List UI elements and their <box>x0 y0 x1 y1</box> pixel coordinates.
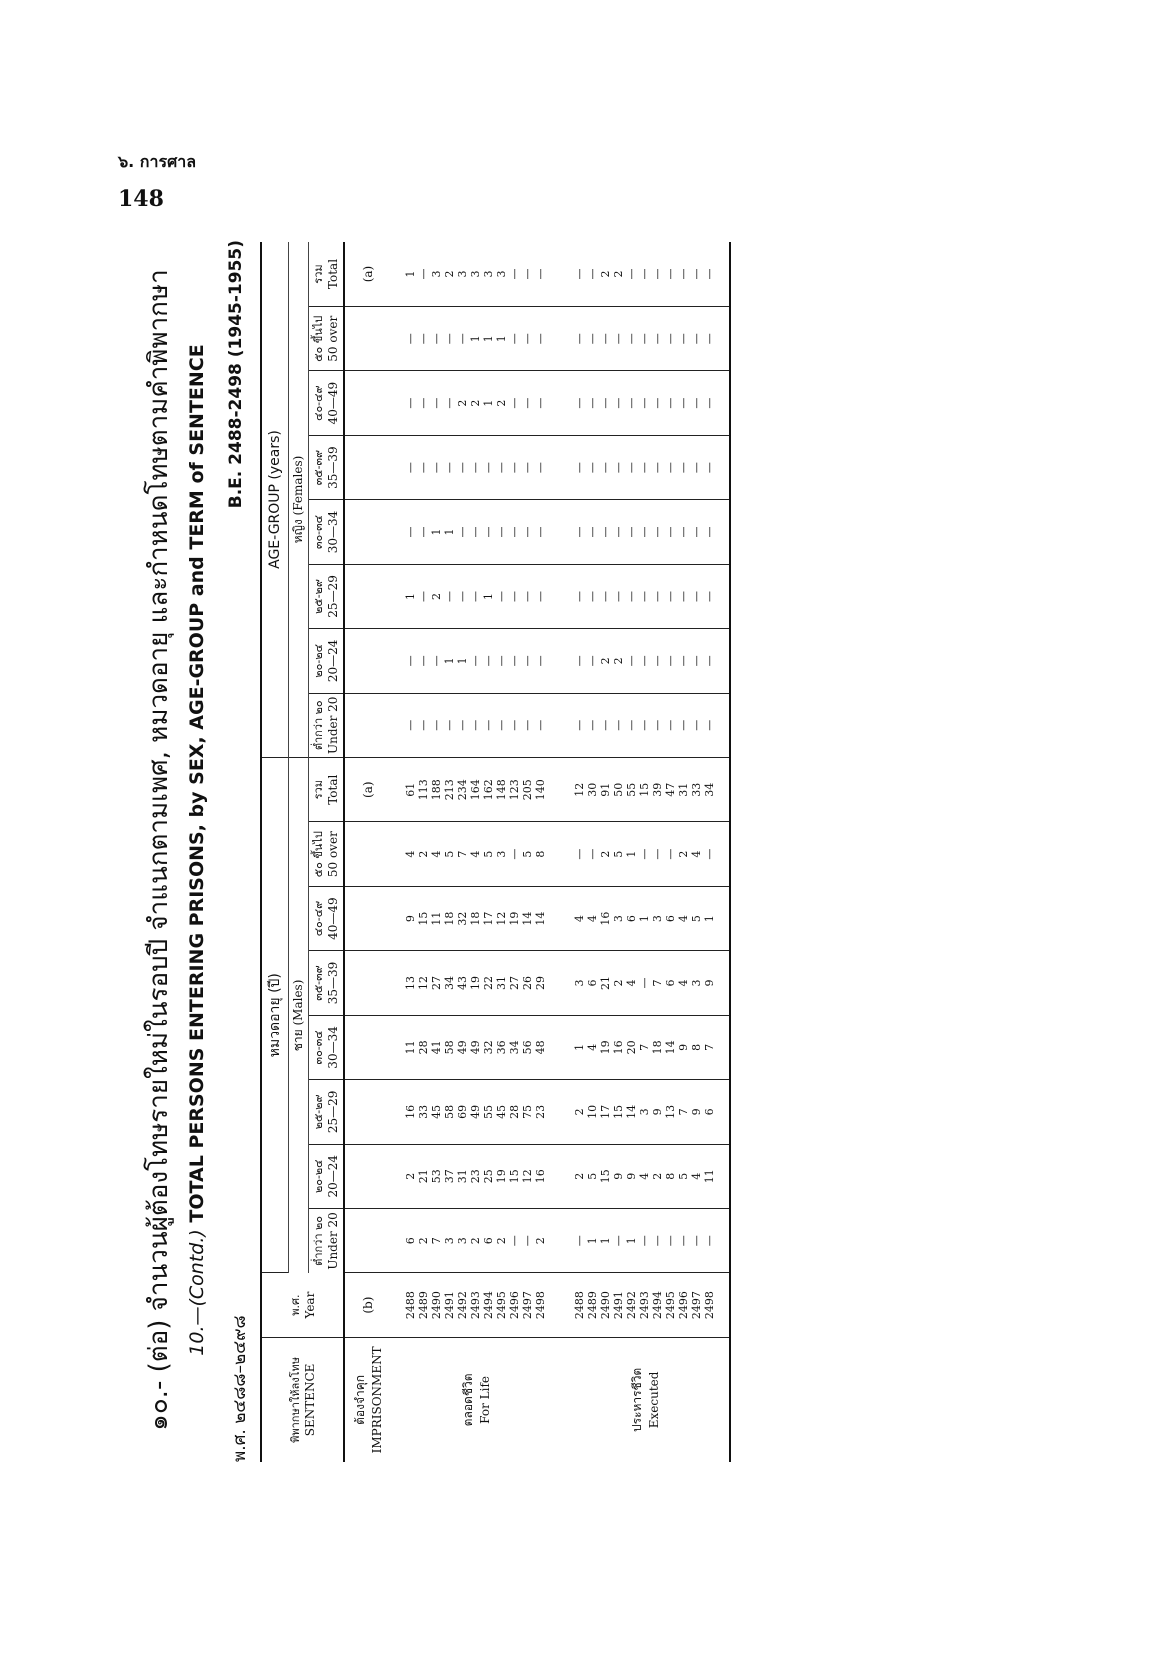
for-life-female-25-29: 1 — 2 — — — 1 — — — — <box>390 564 560 628</box>
executed-row <box>560 242 730 1462</box>
females-header: หญิง (Females) <box>289 242 309 757</box>
period-thai: พ.ศ. ๒๔๘๘–๒๔๙๘ <box>230 1315 250 1462</box>
for-life-female-40-49: — — — — 2 2 1 2 — — — <box>390 371 560 435</box>
male-age-under20: ต่ำกว่า ๒๐ Under 20 <box>309 1208 345 1272</box>
for-life-female-35-39: — — — — — — — — — — — <box>390 435 560 499</box>
male-age-25-29: ๒๕-๒๙ 25—29 <box>309 1080 345 1144</box>
for-life-male-40-49: 9 15 11 18 32 18 17 12 19 14 14 <box>390 886 560 950</box>
for-life-male-50-over: 4 2 4 5 7 4 5 3 — 5 8 <box>390 822 560 886</box>
female-age-30-34: ๓๐-๓๔ 30—34 <box>309 500 345 564</box>
male-age-50-over: ๕๐ ขึ้นไป 50 over <box>309 822 345 886</box>
female-age-35-39: ๓๕-๓๙ 35—39 <box>309 435 345 499</box>
female-total: รวม Total <box>309 242 345 307</box>
executed-male-40-49: 4 4 16 3 6 1 3 6 4 5 1 <box>560 886 730 950</box>
executed-male-under20: — 1 1 — 1 — — — — — — <box>560 1208 730 1272</box>
male-age-20-24: ๒๐-๒๔ 20—24 <box>309 1144 345 1208</box>
for-life-female-50-over: — — — — — 1 1 1 — — — <box>390 307 560 371</box>
for-life-female-30-34: — — 1 1 — — — — — — — <box>390 500 560 564</box>
executed-male-50-over: — — 2 5 1 — — — 2 4 — <box>560 822 730 886</box>
rotated-page <box>120 230 980 1470</box>
executed-male-20-24: 2 5 15 9 9 4 2 8 5 4 11 <box>560 1144 730 1208</box>
for-life-female-20-24: — — — 1 1 — — — — — — <box>390 629 560 693</box>
title-main: TOTAL PERSONS ENTERING PRISONS, by SEX, AGE-GROUP and TERM of SENTENCE <box>186 344 208 1223</box>
for-life-female-total: 1 — 3 2 3 3 3 3 — — — <box>390 242 560 307</box>
executed-male-30-34: 1 4 19 16 20 7 18 14 9 8 7 <box>560 1015 730 1079</box>
executed-female-50-over: — — — — — — — — — — — <box>560 307 730 371</box>
for-life-male-under20: 6 2 7 3 3 2 6 2 — — 2 <box>390 1208 560 1272</box>
title-prefix: 10.—(Contd.) <box>186 1229 208 1356</box>
for-life-male-30-34: 11 28 41 58 49 49 32 36 34 56 48 <box>390 1015 560 1079</box>
executed-female-30-34: — — — — — — — — — — — <box>560 500 730 564</box>
title-english <box>186 230 208 1470</box>
agegroup-header-thai: หมวดอายุ (ปี) <box>261 757 289 1272</box>
imprisonment-note-males: (a) <box>344 757 390 821</box>
for-life-label: ตลอดชีวิต For Life <box>460 1373 492 1427</box>
male-age-35-39: ๓๕-๓๙ 35—39 <box>309 951 345 1015</box>
year-header: พ.ศ. Year <box>261 1273 344 1337</box>
imprisonment-note-females: (a) <box>344 242 390 307</box>
sentence-header: พิพากษาให้ลงโทษ SENTENCE <box>261 1337 344 1462</box>
executed-female-35-39: — — — — — — — — — — — <box>560 435 730 499</box>
executed-years: 2488 2489 2490 2491 2492 2493 2494 2495 2496 2497 2498 <box>560 1273 730 1337</box>
imprisonment-label: ต้องจำคุก IMPRISONMENT <box>344 1337 390 1462</box>
executed-female-total: — — 2 2 — — — — — — — <box>560 242 730 307</box>
executed-label: ประหารชีวิต Executed <box>560 1337 730 1462</box>
for-life-male-35-39: 13 12 27 34 43 19 22 31 27 26 29 <box>390 951 560 1015</box>
for-life-female-under20: — — — — — — — — — — — <box>390 693 560 757</box>
executed-male-25-29: 2 10 17 15 14 3 9 13 7 9 6 <box>560 1080 730 1144</box>
males-header: ชาย (Males) <box>289 757 309 1272</box>
male-age-40-49: ๔๐-๔๙ 40—49 <box>309 886 345 950</box>
executed-male-total: 12 30 91 50 55 15 39 47 31 33 34 <box>560 757 730 821</box>
female-age-20-24: ๒๐-๒๔ 20—24 <box>309 629 345 693</box>
for-life-male-20-24: 2 21 53 37 31 23 25 19 15 12 16 <box>390 1144 560 1208</box>
prison-table <box>260 242 731 1462</box>
imprisonment-note-year: (b) <box>344 1273 390 1337</box>
agegroup-header-english: AGE-GROUP (years) <box>261 242 289 757</box>
for-life-male-25-29: 16 33 45 58 69 49 55 45 28 75 23 <box>390 1080 560 1144</box>
imprisonment-row <box>344 242 390 1462</box>
chapter-header: ๖. การศาล <box>118 152 197 171</box>
period-english: B.E. 2488-2498 (1945-1955) <box>226 240 246 509</box>
for-life-years: 2488 2489 2490 2491 2492 2493 2494 2495 2496 2497 2498 <box>390 1273 560 1337</box>
title-thai: ๑๐.- (ต่อ) จำนวนผู้ต้องโทษรายใหม่ในรอบปี จำแนกตามเพศ, หมวดอายุ และกำหนดโทษตามคำพิพากษา <box>144 269 174 1431</box>
executed-female-25-29: — — — — — — — — — — — <box>560 564 730 628</box>
executed-female-20-24: — — 2 2 — — — — — — — <box>560 629 730 693</box>
male-total: รวม Total <box>309 757 345 821</box>
for-life-male-total: 61 113 188 213 234 164 162 148 123 205 140 <box>390 757 560 821</box>
female-age-40-49: ๔๐-๔๙ 40—49 <box>309 371 345 435</box>
female-age-25-29: ๒๕-๒๙ 25—29 <box>309 564 345 628</box>
executed-female-under20: — — — — — — — — — — — <box>560 693 730 757</box>
page-number: 148 <box>118 186 164 212</box>
for-life-row <box>390 242 560 1462</box>
executed-male-35-39: 3 6 21 2 4 — 7 6 4 3 9 <box>560 951 730 1015</box>
female-age-50-over: ๕๐ ขึ้นไป 50 over <box>309 307 345 371</box>
executed-female-40-49: — — — — — — — — — — — <box>560 371 730 435</box>
male-age-30-34: ๓๐-๓๔ 30—34 <box>309 1015 345 1079</box>
female-age-under20: ต่ำกว่า ๒๐ Under 20 <box>309 693 345 757</box>
